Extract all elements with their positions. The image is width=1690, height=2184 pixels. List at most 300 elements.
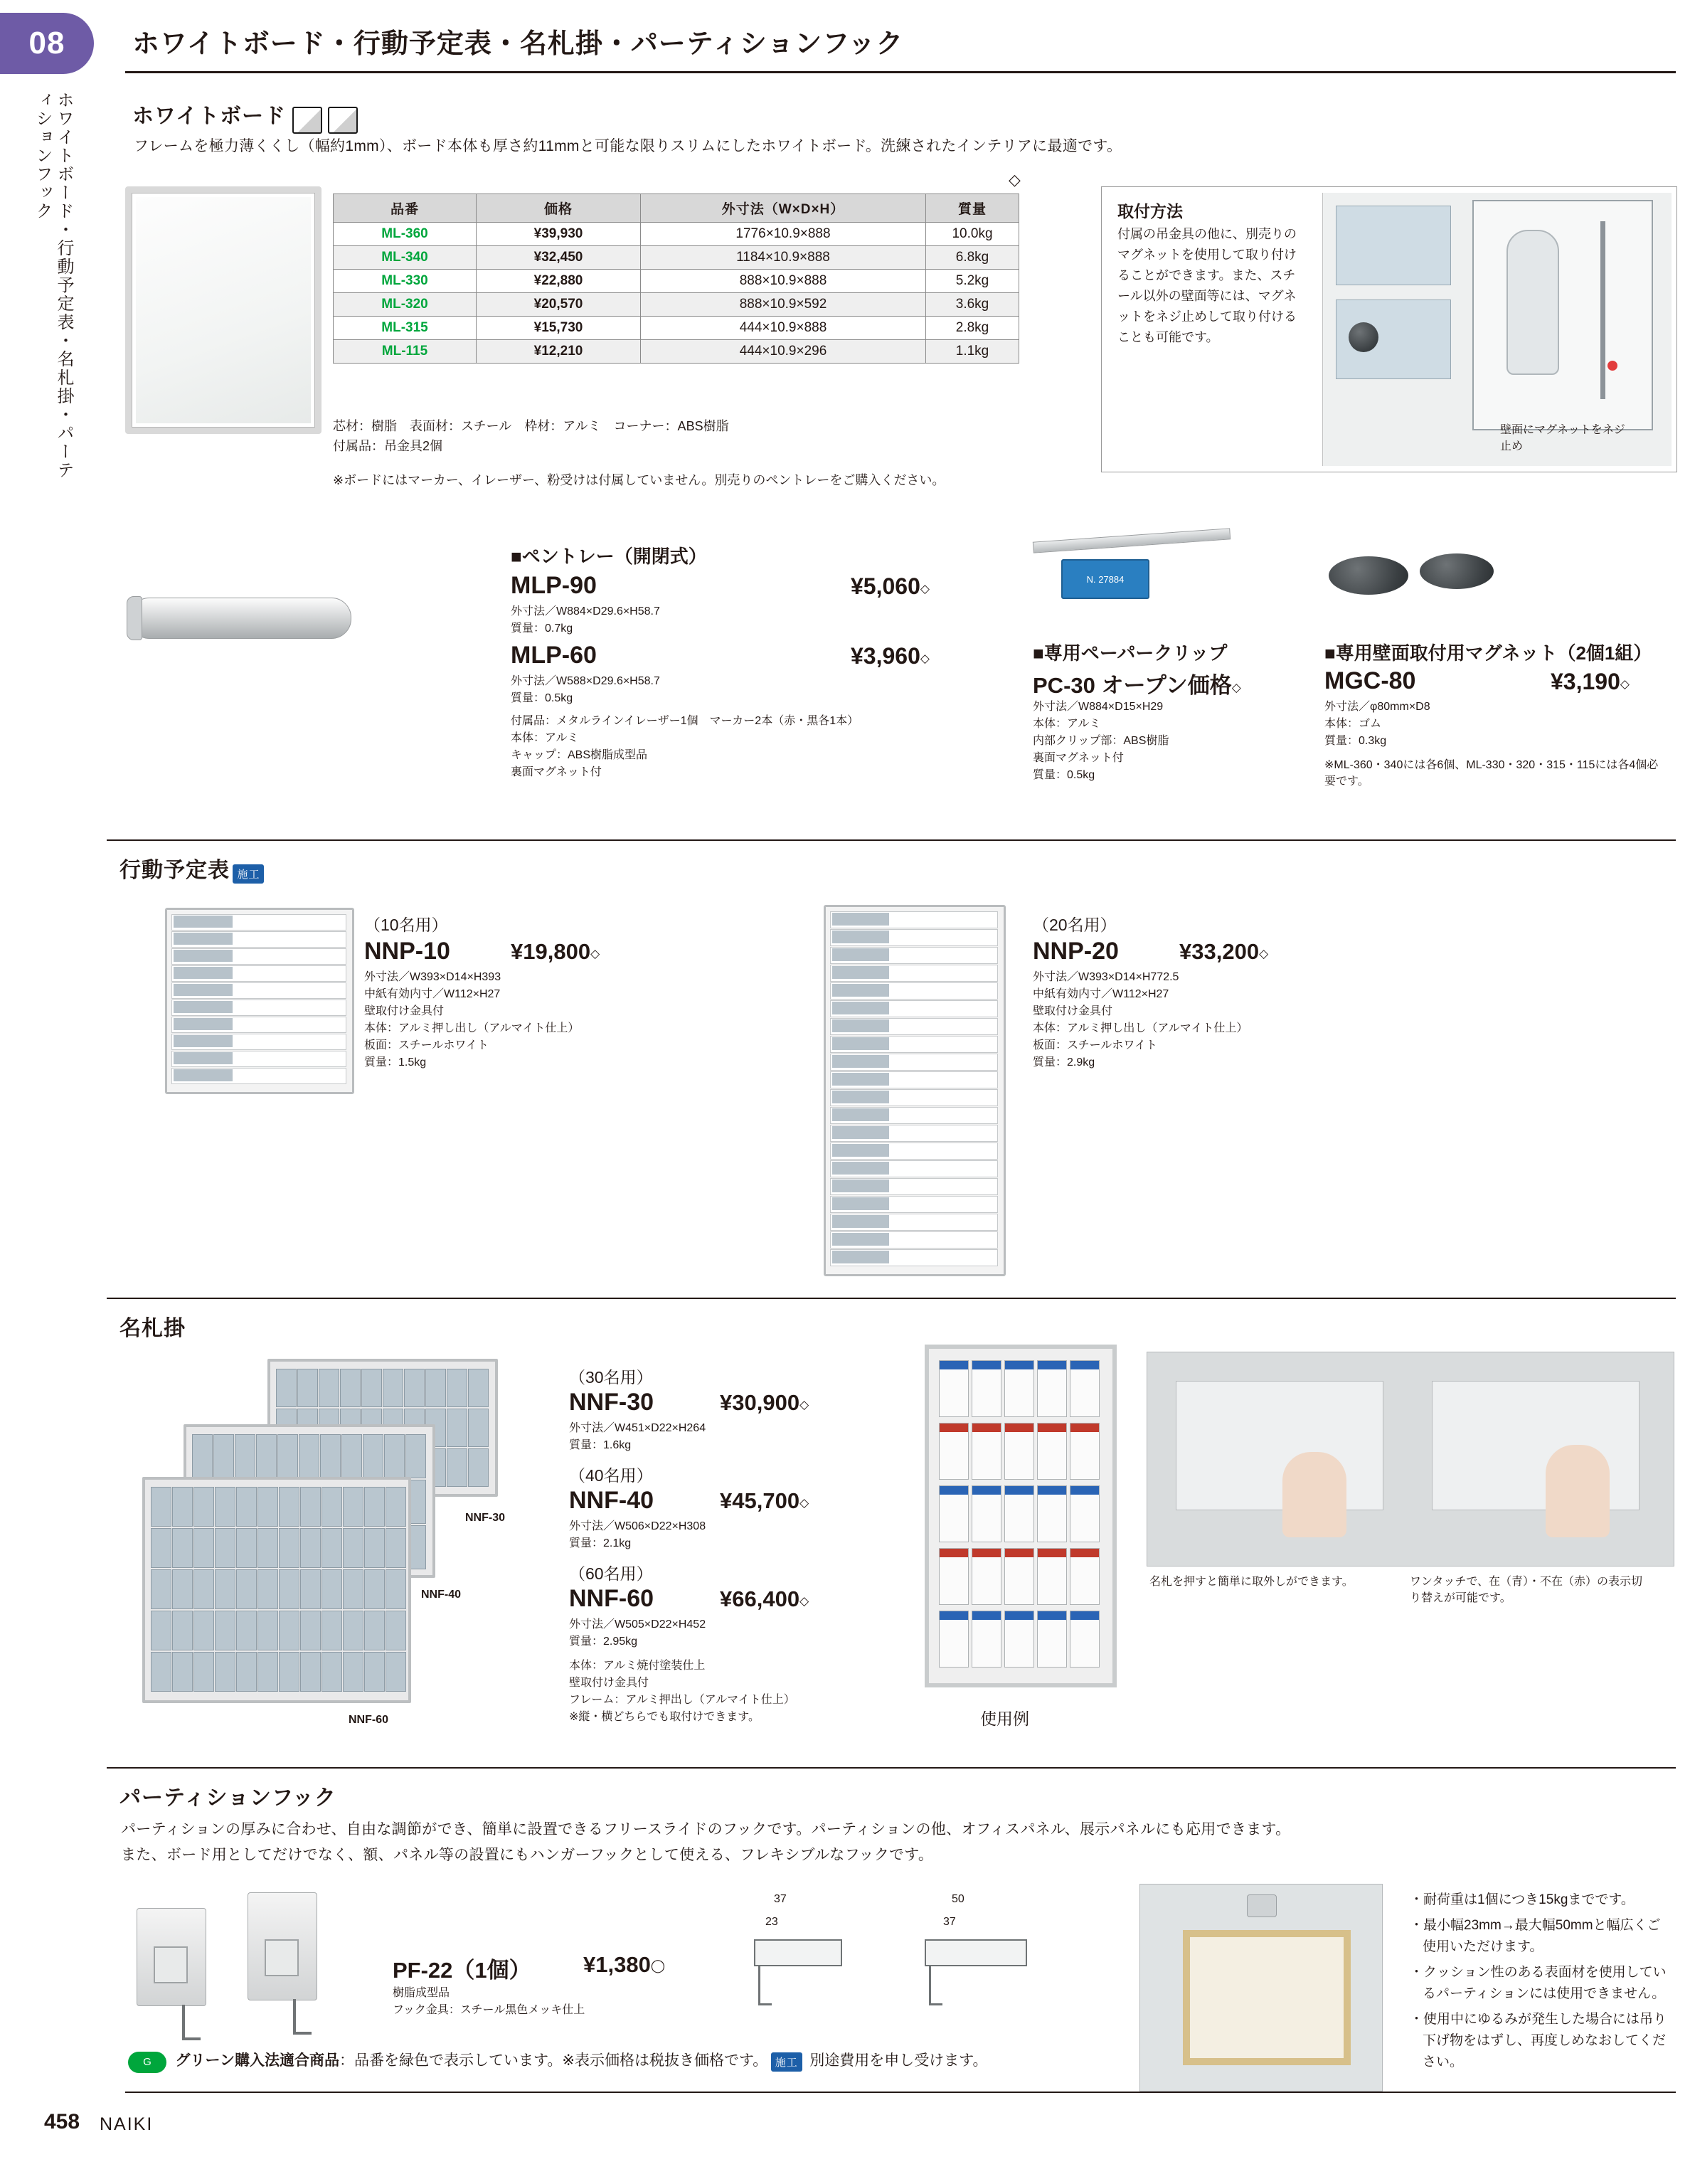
pentray-image <box>129 598 351 639</box>
figure-name-tag <box>832 1073 889 1086</box>
partition-photo <box>1139 1884 1383 2092</box>
paperclip-card: N. 27884 <box>1061 559 1149 599</box>
table-row <box>334 317 1019 340</box>
nameplate-cell <box>447 1448 467 1487</box>
nnp10-figure <box>165 908 354 1094</box>
nameplate-cell <box>151 1569 171 1609</box>
cell-price: ¥39,930 <box>477 223 641 246</box>
nnp20-spec-1: 中紙有効内寸／W112×H27 <box>1033 988 1169 1000</box>
whiteboard-spec-2: 付属品：吊金具2個 <box>333 439 443 453</box>
dim-body-2 <box>925 1939 1027 1966</box>
table-row <box>334 223 1019 246</box>
nameplate-cell <box>257 1652 278 1692</box>
usage-example-plate <box>939 1611 969 1668</box>
nameplate-photo-pair <box>1147 1352 1674 1567</box>
nameplate-cell <box>172 1611 193 1650</box>
nameplate-cell <box>276 1369 297 1407</box>
figure-row <box>171 1000 346 1016</box>
nameplate-cell <box>343 1487 363 1527</box>
figure-name-tag <box>174 984 233 996</box>
nameplate-cell <box>215 1487 235 1527</box>
usage-example-status <box>1038 1486 1066 1495</box>
whiteboard-price-table <box>333 194 1019 364</box>
nameplate-cell <box>321 1569 342 1609</box>
figure-row <box>171 1068 346 1084</box>
dim-label-2: 50 <box>952 1893 964 1905</box>
nnf30-code: NNF-30 <box>569 1389 654 1416</box>
figure-row <box>830 929 998 946</box>
nameplate-cell <box>300 1652 321 1692</box>
photo-hand-right <box>1546 1445 1610 1537</box>
nameplate-section-title: 名札掛 <box>119 1317 186 1340</box>
whiteboard-section-title: ホワイトボード <box>132 105 287 128</box>
table-row <box>334 340 1019 364</box>
nameplate-cell <box>447 1369 467 1407</box>
partition-price: ¥1,380◯ <box>583 1952 665 1977</box>
nnf30-size: 外寸法／W451×D22×H264 <box>569 1422 706 1434</box>
usage-example-plate <box>972 1485 1001 1542</box>
figure-name-tag <box>832 1233 889 1246</box>
nnp10-code: NNP-10 <box>364 938 450 965</box>
partition-note-0: ・耐荷重は1個につき15kgまでです。 <box>1410 1892 1635 1907</box>
nameplate-cell <box>236 1652 257 1692</box>
usage-example-status <box>940 1549 968 1557</box>
nameplate-cell <box>279 1652 299 1692</box>
nameplate-cell <box>300 1528 321 1568</box>
figure-row <box>830 1054 998 1071</box>
nameplate-cell <box>386 1487 406 1527</box>
figure-row <box>830 965 998 982</box>
col-size: 外寸法（W×D×H） <box>641 194 926 223</box>
nameplate-photo-caption-0: 名札を押すと簡単に取外しができます。 <box>1149 1576 1354 1588</box>
green-leaf-icon: G <box>128 2052 166 2073</box>
nnf30-price: ¥30,900◇ <box>720 1390 809 1415</box>
figure-row <box>830 982 998 1000</box>
usage-example-plate <box>1070 1485 1100 1542</box>
partition-spec-1: フック金具：スチール黒色メッキ仕上 <box>393 2004 585 2016</box>
figure-row <box>830 1125 998 1142</box>
nnf40-code: NNF-40 <box>569 1487 654 1514</box>
magnet-title: ■専用壁面取付用マグネット（2個1組） <box>1324 642 1652 664</box>
pentray-spec-3: 裏面マグネット付 <box>511 766 602 778</box>
figure-name-tag <box>832 948 889 961</box>
nnp20-price: ¥33,200◇ <box>1179 939 1269 964</box>
figure-name-tag <box>832 1144 889 1157</box>
nameplate-cell <box>279 1569 299 1609</box>
figure-name-tag <box>832 1251 889 1263</box>
footer-green-mark <box>128 2049 988 2073</box>
nnf40-figure-label: NNF-40 <box>421 1589 462 1601</box>
magnet-code: MGC-80 <box>1324 667 1416 694</box>
usage-example-plate <box>939 1423 969 1480</box>
magnet-price: ¥3,190◇ <box>1551 669 1630 694</box>
nameplate-cell <box>193 1652 214 1692</box>
figure-name-tag <box>174 933 233 945</box>
nameplate-cell <box>364 1611 385 1650</box>
usage-example-status <box>972 1361 1001 1369</box>
usage-example-status <box>1070 1424 1099 1432</box>
magnet-spec-1: 本体：ゴム <box>1324 718 1382 730</box>
nnf-spec-1: 壁取付け金具付 <box>569 1677 649 1689</box>
cell-price: ¥15,730 <box>477 317 641 340</box>
usage-example-status <box>1005 1361 1033 1369</box>
paperclip-spec-3: 裏面マグネット付 <box>1033 752 1124 764</box>
nameplate-cell <box>279 1611 299 1650</box>
nameplate-cell <box>151 1611 171 1650</box>
nameplate-cell <box>386 1611 406 1650</box>
pentray-weight-1: 質量：0.7kg <box>511 622 573 635</box>
cell-code: ML-315 <box>334 317 477 340</box>
footer-divider <box>125 2092 1676 2093</box>
dim-label-0: 37 <box>774 1893 787 1905</box>
nameplate-cell <box>257 1487 278 1527</box>
photo-frame <box>1183 1930 1351 2065</box>
cell-weight: 3.6kg <box>926 293 1019 317</box>
nameplate-cell <box>468 1369 489 1407</box>
usage-example-status <box>1070 1549 1099 1557</box>
nameplate-cell <box>447 1409 467 1447</box>
pentray-spec-0: 付属品：メタルラインイレーザー1個 マーカー2本（赤・黒各1本） <box>511 715 859 727</box>
col-price: 価格 <box>477 194 641 223</box>
nameplate-cell <box>363 1434 383 1478</box>
nnp20-spec-0: 外寸法／W393×D14×H772.5 <box>1033 971 1179 983</box>
cell-weight: 1.1kg <box>926 340 1019 364</box>
dim-hook-1 <box>758 1965 772 2005</box>
hook-metal-1 <box>182 2005 201 2040</box>
usage-example-status <box>1070 1611 1099 1620</box>
nnp20-spec-4: 板面：スチールホワイト <box>1033 1039 1157 1051</box>
nameplate-cell <box>343 1528 363 1568</box>
photo-hook <box>1247 1894 1277 1917</box>
figure-name-tag <box>832 1019 889 1032</box>
install-text: 付属の吊金具の他に、別売りのマグネットを使用して取り付けることができます。また、スチール以外の壁面等には、マグネットをネジ止めして取り付けることも可能です。 <box>1117 227 1297 344</box>
nameplate-cell <box>321 1487 342 1527</box>
nnp20-spec-3: 本体：アルミ押し出し（アルマイト仕上） <box>1033 1022 1248 1034</box>
cell-price: ¥20,570 <box>477 293 641 317</box>
illus-wall <box>1472 200 1653 430</box>
figure-name-tag <box>832 1197 889 1210</box>
nnp20-figure <box>824 905 1006 1276</box>
figure-name-tag <box>174 967 233 979</box>
page-number: 458 <box>44 2110 80 2133</box>
table-row <box>334 293 1019 317</box>
nameplate-cell <box>386 1528 406 1568</box>
usage-example-plate <box>1070 1548 1100 1605</box>
usage-example-status <box>972 1611 1001 1620</box>
brand-name: NAIKI <box>100 2114 154 2134</box>
figure-row <box>830 1196 998 1213</box>
nameplate-cell <box>236 1487 257 1527</box>
cell-weight: 6.8kg <box>926 246 1019 270</box>
figure-name-tag <box>174 1001 233 1013</box>
footer-green-title: グリーン購入法適合商品 <box>175 2052 340 2069</box>
nnf30-figure-label: NNF-30 <box>465 1512 506 1524</box>
cell-size: 888×10.9×888 <box>641 270 926 293</box>
paperclip-spec-4: 質量：0.5kg <box>1033 769 1095 781</box>
hook-window-1 <box>154 1946 188 1983</box>
hook-window-2 <box>265 1939 299 1976</box>
usage-example-plate <box>1004 1485 1034 1542</box>
figure-name-tag <box>832 1180 889 1192</box>
magnet-image-1 <box>1329 556 1408 595</box>
nameplate-cell <box>215 1528 235 1568</box>
table-row <box>334 270 1019 293</box>
usage-example-plate <box>1070 1423 1100 1480</box>
nameplate-cell <box>364 1652 385 1692</box>
figure-name-tag <box>832 1055 889 1068</box>
diamond-mark-whiteboard: ◇ <box>1009 171 1021 189</box>
nameplate-cell <box>320 1434 341 1478</box>
pentray-title: ■ペントレー（開閉式） <box>511 546 707 567</box>
dim-body-1 <box>754 1939 842 1966</box>
figure-name-tag <box>832 1126 889 1139</box>
chapter-number: 08 <box>28 26 65 60</box>
nnf40-price: ¥45,700◇ <box>720 1488 809 1513</box>
footer-green-note: ：品番を緑色で表示しています。※表示価格は税抜き価格です。 <box>339 2052 768 2069</box>
usage-example-plate <box>1004 1611 1034 1668</box>
partition-notes <box>1407 1889 1669 2077</box>
nnp20-spec-5: 質量：2.9kg <box>1033 1056 1095 1069</box>
nameplate-cell <box>300 1569 321 1609</box>
nnf30-capacity: （30名用） <box>569 1368 653 1387</box>
nameplate-cell <box>279 1528 299 1568</box>
whiteboard-section-title-wrap <box>132 98 358 134</box>
nnp20-spec-2: 壁取付け金具付 <box>1033 1005 1113 1017</box>
magnet-note: ※ML-360・340には各6個、ML-330・320・315・115には各4個必要です。 <box>1324 759 1659 788</box>
usage-example-plate <box>972 1423 1001 1480</box>
nameplate-cell <box>343 1569 363 1609</box>
cell-price: ¥12,210 <box>477 340 641 364</box>
usage-example-status <box>1005 1486 1033 1495</box>
dim-label-3: 37 <box>943 1916 956 1928</box>
usage-example-plate <box>1004 1360 1034 1417</box>
nameplate-cell <box>215 1611 235 1650</box>
figure-row <box>830 1071 998 1088</box>
nameplate-cell <box>277 1434 298 1478</box>
usage-example-status <box>1070 1486 1099 1495</box>
usage-example-plate <box>1037 1611 1067 1668</box>
nameplate-cell <box>257 1569 278 1609</box>
nnp20-capacity: （20名用） <box>1033 916 1117 934</box>
install-caption: 壁面にマグネットをネジ止め <box>1500 424 1625 452</box>
nameplate-cell <box>364 1487 385 1527</box>
nameplate-cell <box>297 1369 318 1407</box>
illus-person <box>1506 230 1559 375</box>
hook-metal-2 <box>293 1999 312 2035</box>
construction-badge-footer: 施工 <box>771 2052 802 2072</box>
nameplate-cell <box>193 1528 214 1568</box>
nnf60-weight: 質量：2.95kg <box>569 1636 638 1648</box>
figure-row <box>830 1143 998 1160</box>
nameplate-cell <box>300 1487 321 1527</box>
nnp10-spec-5: 質量：1.5kg <box>364 1056 427 1069</box>
nameplate-cell <box>236 1569 257 1609</box>
cell-price: ¥32,450 <box>477 246 641 270</box>
nameplate-cell <box>215 1569 235 1609</box>
nameplate-cell <box>384 1434 405 1478</box>
nameplate-cell <box>192 1434 213 1478</box>
nameplate-cell <box>340 1369 361 1407</box>
nameplate-cell <box>361 1369 382 1407</box>
figure-row <box>171 982 346 999</box>
usage-example-status <box>940 1611 968 1620</box>
photo-hand-left <box>1282 1452 1346 1537</box>
partition-lead-2: また、ボード用としてだけでなく、額、パネル等の設置にもハンガーフックとして使える、フレキシブルなフックです。 <box>121 1847 934 1863</box>
partition-note-1: ・最小幅23mm→最大幅50mmと幅広くご使用いただけます。 <box>1410 1918 1661 1954</box>
pentray-code-1: MLP-90 <box>511 572 597 599</box>
nnp10-spec-3: 本体：アルミ押し出し（アルマイト仕上） <box>364 1022 580 1034</box>
magnet-icon <box>328 107 358 134</box>
nameplate-cell <box>151 1652 171 1692</box>
side-tab-label: ホワイトボード・行動予定表・名札掛・パーティションフック <box>33 91 73 479</box>
nnf60-figure-label: NNF-60 <box>349 1714 389 1726</box>
partition-lead-1: パーティションの厚みに合わせ、自由な調節ができ、簡単に設置できるフリースライドのフックです。パーティションの他、オフィスパネル、展示パネルにも応用できます。 <box>121 1821 1291 1838</box>
cell-price: ¥22,880 <box>477 270 641 293</box>
figure-name-tag <box>832 1002 889 1014</box>
nameplate-cell <box>151 1487 171 1527</box>
usage-example-status <box>972 1424 1001 1432</box>
pentray-price-1: ¥5,060◇ <box>851 573 930 599</box>
divider-2 <box>107 1298 1676 1299</box>
pentray-cap <box>127 596 142 640</box>
cell-weight: 2.8kg <box>926 317 1019 340</box>
nameplate-cell <box>299 1434 319 1478</box>
usage-example-plate <box>972 1548 1001 1605</box>
usage-example-status <box>940 1486 968 1495</box>
cell-size: 1184×10.9×888 <box>641 246 926 270</box>
figure-row <box>830 947 998 964</box>
cell-code: ML-360 <box>334 223 477 246</box>
usage-example-plate <box>1037 1423 1067 1480</box>
nameplate-cell <box>386 1569 406 1609</box>
usage-example-plate <box>1070 1611 1100 1668</box>
nameplate-usage-example-image <box>925 1345 1117 1687</box>
cell-code: ML-340 <box>334 246 477 270</box>
schedule-section-title: 行動予定表 <box>119 859 230 882</box>
nnp10-spec-4: 板面：スチールホワイト <box>364 1039 489 1051</box>
figure-name-tag <box>832 931 889 943</box>
nameplate-cell <box>236 1611 257 1650</box>
nnf-spec-3: ※縦・横どちらでも取付けできます。 <box>569 1711 760 1723</box>
nameplate-cell <box>343 1611 363 1650</box>
nameplate-cell <box>151 1528 171 1568</box>
whiteboard-note: ※ボードにはマーカー、イレーザー、粉受けは付属していません。別売りのペントレーをご購入ください。 <box>333 473 945 487</box>
usage-example-plate <box>1037 1485 1067 1542</box>
cell-size: 1776×10.9×888 <box>641 223 926 246</box>
nameplate-cell <box>468 1448 489 1487</box>
figure-name-tag <box>174 1069 233 1081</box>
nameplate-cell <box>300 1611 321 1650</box>
whiteboard-lead: フレームを極力薄くくし（幅約1mm）、ボード本体も厚さ約11mmと可能な限りスリムにしたホワイトボード。洗練されたインテリアに最適です。 <box>134 138 1122 154</box>
paperclip-spec-0: 外寸法／W884×D15×H29 <box>1033 701 1164 713</box>
usage-example-status <box>1070 1361 1099 1369</box>
figure-row <box>830 1249 998 1266</box>
partition-note-3: ・使用中にゆるみが発生した場合には吊り下げ物をはずし、再度しめなおしてください。 <box>1410 2012 1667 2069</box>
nnf60-capacity: （60名用） <box>569 1564 653 1583</box>
nameplate-cell <box>321 1652 342 1692</box>
pentray-weight-2: 質量：0.5kg <box>511 692 573 704</box>
usage-example-plate <box>972 1611 1001 1668</box>
figure-name-tag <box>174 1035 233 1047</box>
nameplate-cell <box>341 1434 362 1478</box>
illus-panel-1 <box>1336 206 1451 285</box>
paperclip-image <box>1033 528 1231 553</box>
figure-name-tag <box>832 1108 889 1121</box>
nnp10-spec-1: 中紙有効内寸／W112×H27 <box>364 988 501 1000</box>
figure-row <box>830 1160 998 1177</box>
install-method-box <box>1101 186 1677 472</box>
figure-row <box>830 1000 998 1017</box>
figure-name-tag <box>832 966 889 979</box>
figure-name-tag <box>832 984 889 997</box>
figure-row <box>171 914 346 931</box>
dimension-drawing-2 <box>910 1893 1053 2035</box>
whiteboard-product-image <box>125 186 321 434</box>
illus-board-edge <box>1600 221 1605 399</box>
chapter-badge <box>0 13 94 74</box>
cell-size: 444×10.9×296 <box>641 340 926 364</box>
nnf60-price: ¥66,400◇ <box>720 1586 809 1611</box>
nnf40-weight: 質量：2.1kg <box>569 1537 632 1549</box>
figure-name-tag <box>832 1037 889 1050</box>
usage-example-status <box>1005 1549 1033 1557</box>
marker-icon <box>292 107 322 134</box>
figure-name-tag <box>832 1162 889 1175</box>
cell-code: ML-320 <box>334 293 477 317</box>
usage-example-plate <box>972 1360 1001 1417</box>
usage-example-status <box>1005 1424 1033 1432</box>
illus-pointer <box>1607 361 1617 371</box>
usage-example-status <box>1038 1549 1066 1557</box>
figure-row <box>830 1231 998 1249</box>
nameplate-cell <box>386 1652 406 1692</box>
nameplate-cell <box>172 1569 193 1609</box>
usage-example-status <box>1005 1611 1033 1620</box>
pentray-price-2: ¥3,960◇ <box>851 643 930 669</box>
nameplate-cell <box>193 1611 214 1650</box>
nameplate-cell <box>321 1611 342 1650</box>
divider-3 <box>107 1767 1676 1769</box>
dimension-drawing-1 <box>740 1893 868 2035</box>
nameplate-cell <box>235 1434 255 1478</box>
figure-name-tag <box>174 950 233 962</box>
usage-example-status <box>972 1486 1001 1495</box>
nameplate-cell <box>343 1652 363 1692</box>
nnp10-capacity: （10名用） <box>364 916 448 934</box>
usage-example-plate <box>939 1485 969 1542</box>
usage-example-plate <box>1004 1423 1034 1480</box>
nameplate-cell <box>257 1528 278 1568</box>
usage-example-plate <box>939 1548 969 1605</box>
nameplate-cell <box>319 1369 339 1407</box>
nameplate-cell <box>425 1369 446 1407</box>
nnf-spec-0: 本体：アルミ焼付塗装仕上 <box>569 1660 706 1672</box>
usage-example-status <box>1038 1424 1066 1432</box>
nameplate-cell <box>193 1569 214 1609</box>
cell-code: ML-330 <box>334 270 477 293</box>
nnp20-code: NNP-20 <box>1033 938 1119 965</box>
figure-row <box>171 965 346 982</box>
dim-label-1: 23 <box>765 1916 778 1928</box>
usage-example-status <box>1038 1361 1066 1369</box>
nameplate-cell <box>364 1528 385 1568</box>
paperclip-spec-2: 内部クリップ部：ABS樹脂 <box>1033 735 1169 747</box>
figure-row <box>830 1214 998 1231</box>
magnet-image-2 <box>1420 553 1494 589</box>
figure-row <box>830 1178 998 1195</box>
nameplate-cell <box>383 1369 403 1407</box>
nameplate-cell <box>172 1652 193 1692</box>
